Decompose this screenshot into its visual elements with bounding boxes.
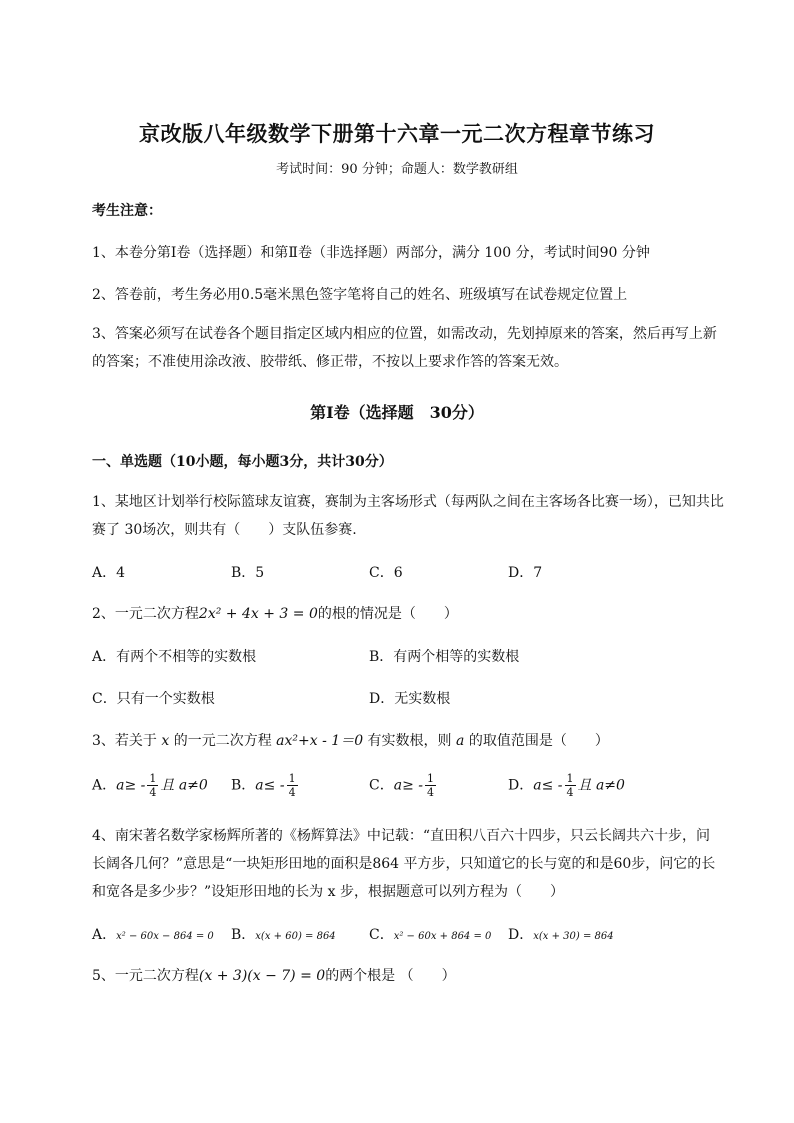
question-2-option-d: D．无实数根 — [369, 691, 451, 707]
question-4-option-a — [92, 924, 214, 944]
fraction — [287, 772, 298, 799]
option-condition: 且 a≠0 — [577, 777, 625, 794]
option-equation: x(x + 30) = 864 — [533, 931, 614, 942]
question-3-prefix: 3、若关于 — [92, 733, 162, 749]
option-label: C． — [369, 777, 394, 794]
fraction-denominator: 4 — [149, 786, 157, 799]
question-1-option-d: D．7 — [508, 565, 543, 581]
question-5-prefix: 5、一元二次方程 — [92, 968, 199, 984]
question-2-option-c: C．只有一个实数根 — [92, 691, 215, 707]
question-3-var-x: x — [161, 733, 170, 749]
question-5-stem — [92, 965, 724, 985]
question-3-mid1: 的一元二次方程 — [169, 733, 277, 749]
question-1-option-c: C．6 — [369, 565, 403, 581]
question-4-option-d — [508, 924, 614, 944]
option-equation: x² − 60x − 864 = 0 — [116, 931, 214, 942]
part1-title: 第Ⅰ卷（选择题 30分） — [310, 403, 484, 422]
exam-info: 考试时间：90 分钟；命题人：数学教研组 — [276, 162, 518, 177]
question-3-stem — [92, 730, 724, 750]
question-2-suffix: 的根的情况是（ ） — [317, 606, 458, 622]
option-label: B． — [231, 777, 256, 794]
option-inequality: a≤ - — [533, 777, 563, 794]
notice-item-2: 2、答卷前，考生务必用0.5毫米黑色签字笔将自己的姓名、班级填写在试卷规定位置上 — [92, 287, 628, 303]
question-2-option-a: A．有两个不相等的实数根 — [92, 649, 257, 665]
question-3-option-a — [92, 772, 208, 799]
option-label: A． — [92, 927, 117, 943]
question-2-option-b: B．有两个相等的实数根 — [369, 649, 520, 665]
question-3-option-b — [231, 772, 300, 799]
question-3-mid2: 有实数根，则 — [363, 733, 457, 749]
question-3-equation: ax²+x - 1＝0 — [276, 733, 364, 749]
question-5-equation: (x + 3)(x − 7) = 0 — [198, 968, 326, 984]
question-1-option-a: A．4 — [92, 565, 126, 581]
fraction — [147, 772, 158, 799]
option-label: C． — [369, 927, 394, 943]
notice-heading: 考生注意： — [92, 203, 162, 219]
question-4-stem: 4、南宋著名数学家杨辉所著的《杨辉算法》中记载：“直田积八百六十四步，只云长阔共六十步，问长阔各几何？”意思是“一块矩形田地的面积是864 平方步，只知道它的长与宽的和是60步，问它的长和宽各是多少步？”设矩形田地的长为 x 步，根据题意可以列方程为（ ） — [92, 828, 716, 900]
question-3-option-d — [508, 772, 625, 799]
page-title: 京改版八年级数学下册第十六章一元二次方程章节练习 — [139, 121, 655, 146]
question-4-option-c — [369, 924, 491, 944]
question-1-option-b: B．5 — [231, 565, 265, 581]
option-equation: x² − 60x + 864 = 0 — [393, 931, 492, 942]
option-label: B． — [231, 927, 256, 943]
option-label: D． — [508, 927, 534, 943]
question-5-suffix: 的两个根是 （ ） — [325, 968, 456, 984]
question-3-option-c — [369, 772, 438, 799]
section-heading: 一、单选题（10小题，每小题3分，共计30分） — [92, 454, 393, 470]
question-2-prefix: 2、一元二次方程 — [92, 606, 199, 622]
question-1-stem: 1、某地区计划举行校际篮球友谊赛，赛制为主客场形式（每两队之间在主客场各比赛一场），已知共比赛了 30场次，则共有（ ）支队伍参赛. — [92, 494, 724, 538]
option-condition: 且 a≠0 — [160, 777, 208, 794]
fraction-numerator: 1 — [566, 772, 574, 785]
fraction-denominator: 4 — [426, 786, 434, 799]
question-2-stem — [92, 603, 724, 623]
option-equation: x(x + 60) = 864 — [255, 931, 336, 942]
fraction-denominator: 4 — [566, 786, 574, 799]
question-4-option-b — [231, 924, 336, 944]
option-label: D． — [508, 777, 534, 794]
option-inequality: a≥ - — [393, 777, 423, 794]
fraction-numerator: 1 — [149, 772, 157, 785]
notice-item-3: 3、答案必须写在试卷各个题目指定区域内相应的位置，如需改动，先划掉原来的答案，然后再写上新的答案；不准使用涂改液、胶带纸、修正带，不按以上要求作答的答案无效。 — [92, 326, 717, 370]
option-inequality: a≤ - — [255, 777, 285, 794]
fraction — [565, 772, 576, 799]
fraction-numerator: 1 — [288, 772, 296, 785]
notice-item-1: 1、本卷分第Ⅰ卷（选择题）和第Ⅱ卷（非选择题）两部分，满分 100 分，考试时间90 分钟 — [92, 245, 650, 261]
fraction-denominator: 4 — [288, 786, 296, 799]
question-3-var-a: a — [456, 733, 465, 749]
option-label: A． — [92, 777, 117, 794]
question-3-suffix: 的取值范围是（ ） — [464, 733, 609, 749]
option-inequality: a≥ - — [116, 777, 146, 794]
fraction — [425, 772, 436, 799]
fraction-numerator: 1 — [426, 772, 434, 785]
question-2-equation: 2x² + 4x + 3 = 0 — [198, 606, 318, 622]
